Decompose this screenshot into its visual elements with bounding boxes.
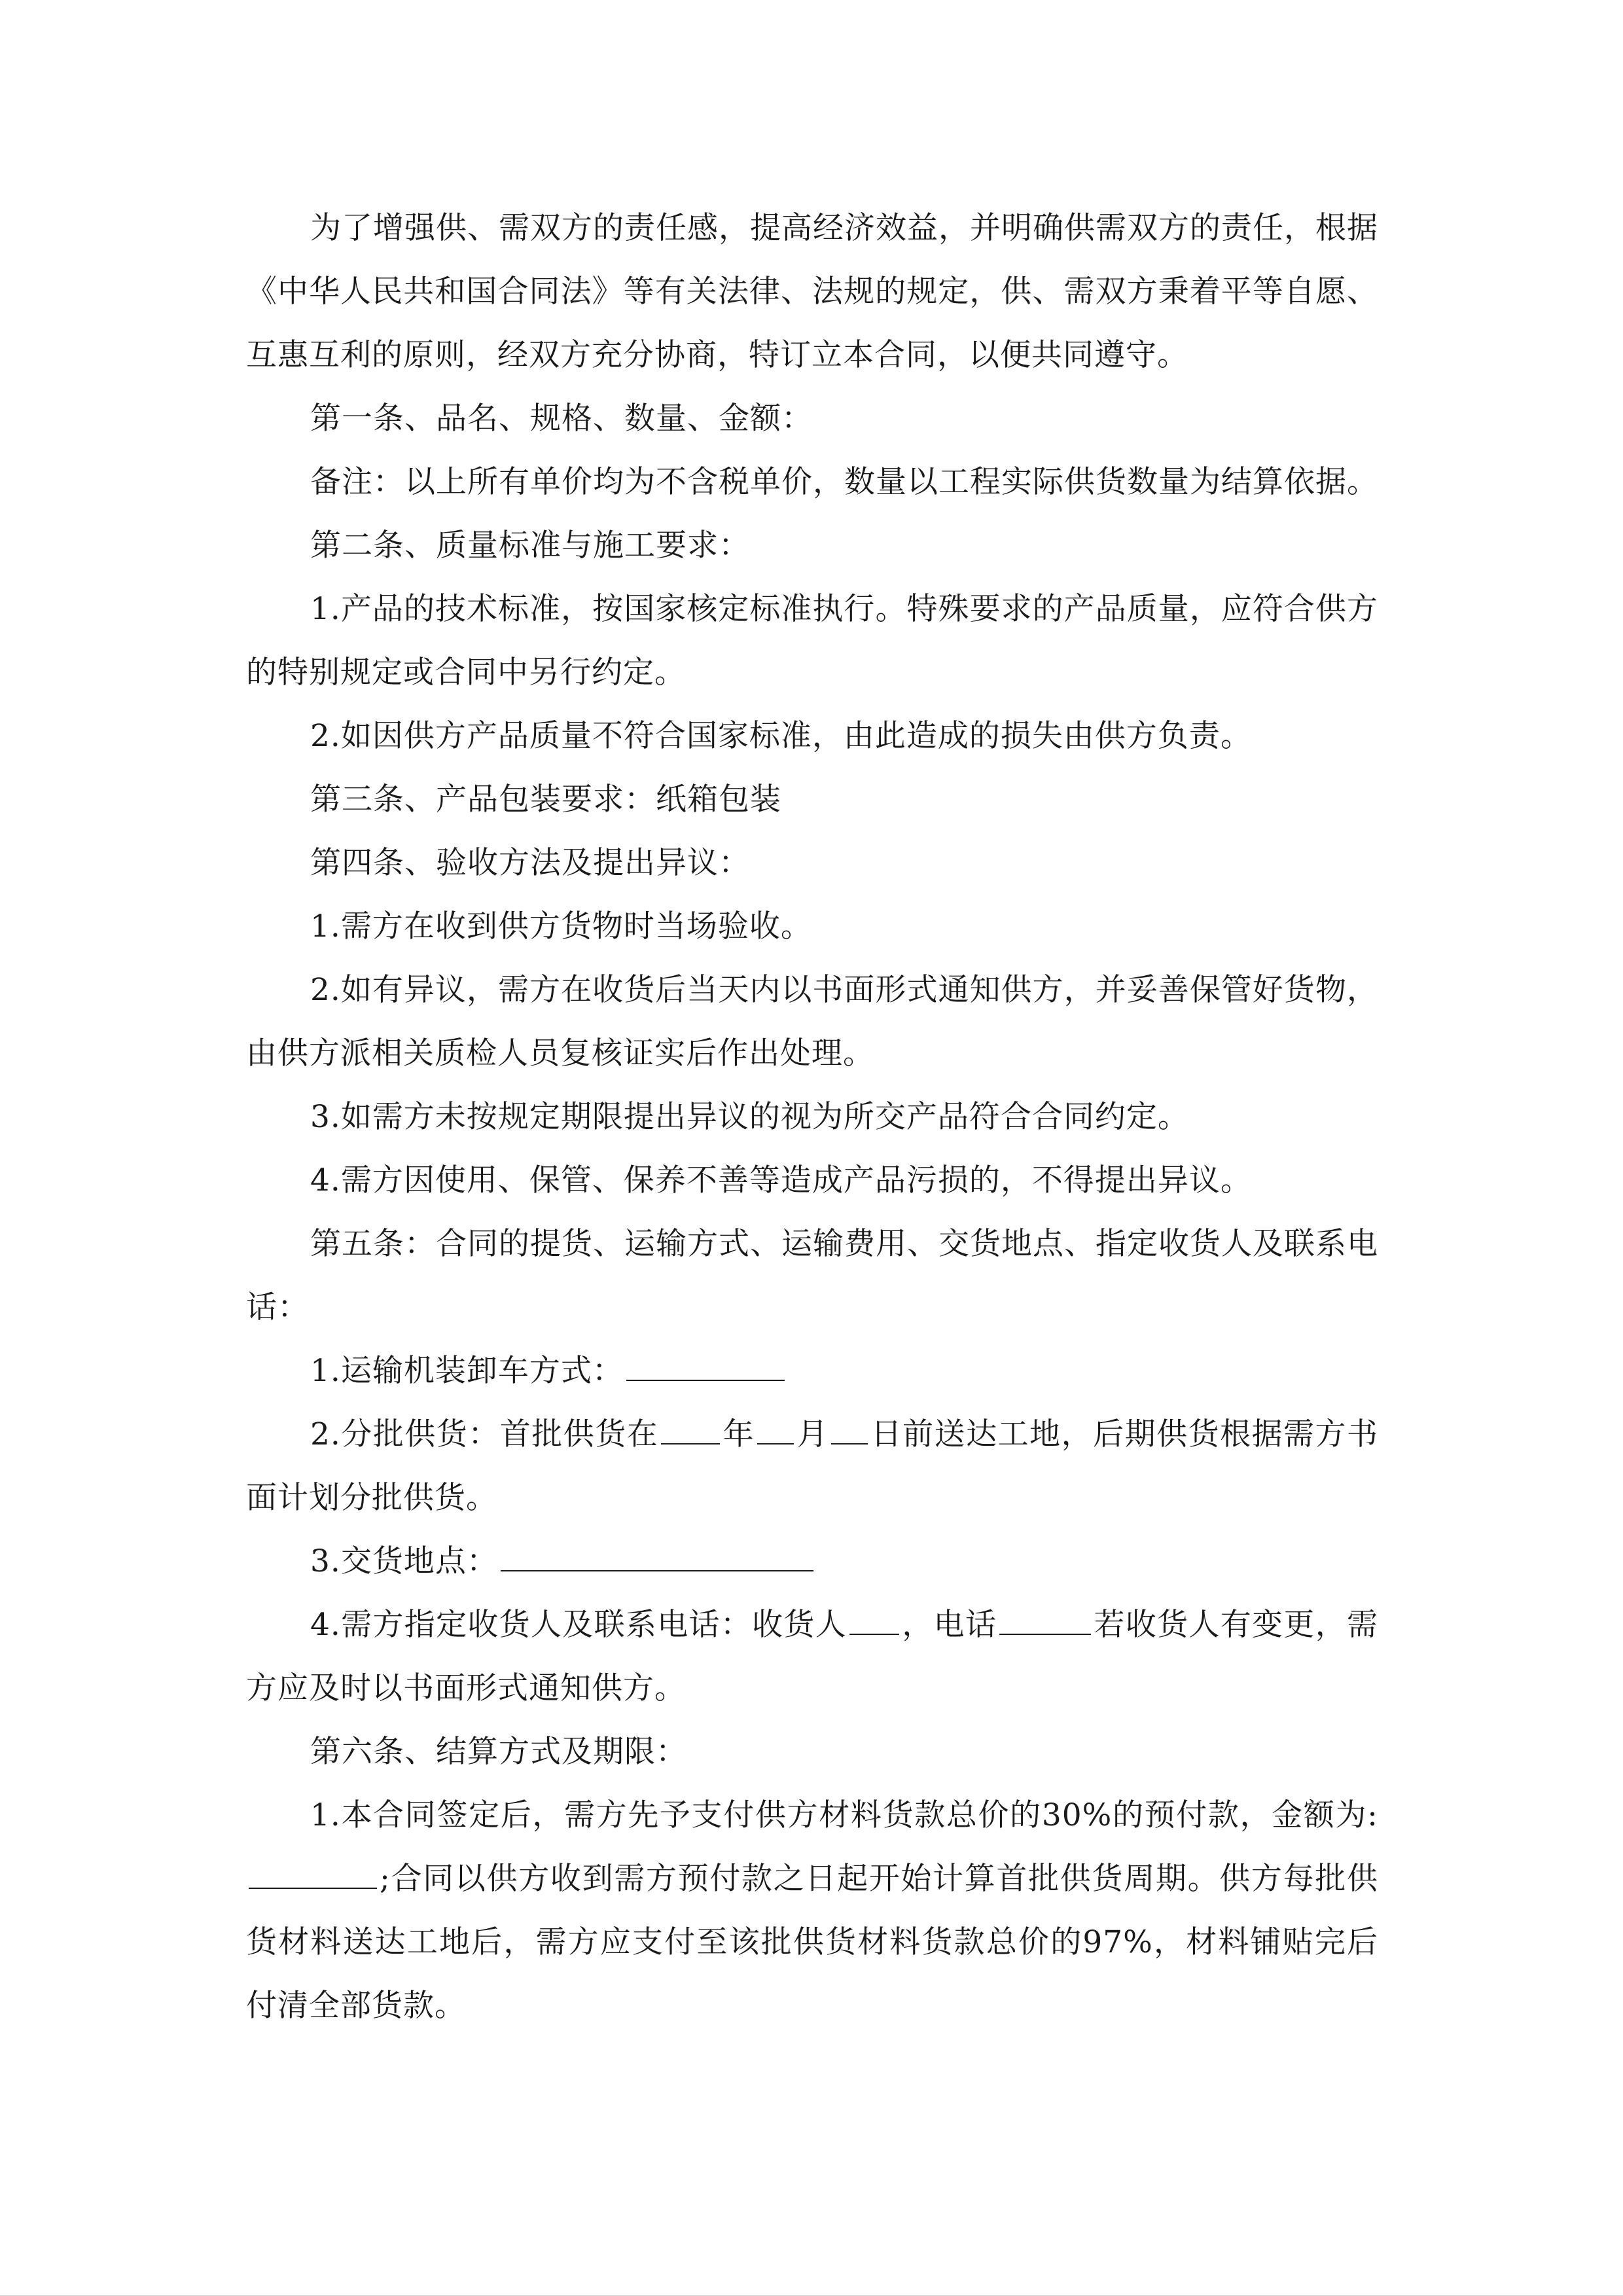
year-label: 年 <box>722 1416 755 1452</box>
article-2-item-1: 1.产品的技术标准，按国家核定标准执行。特殊要求的产品质量，应符合供方的特别规定或合同中另行约定。 <box>246 591 1378 691</box>
article-1-heading: 第一条、品名、规格、数量、金额： <box>310 401 813 437</box>
phone-label: ，电话 <box>902 1607 997 1643</box>
article-6-item-1 <box>246 1784 1378 2037</box>
article-3-heading: 第三条、产品包装要求：纸箱包装 <box>310 781 781 817</box>
contract-body <box>246 196 1378 2037</box>
delivery-place-blank[interactable] <box>501 1540 813 1571</box>
article-4-item-3: 3.如需方未按规定期限提出异议的视为所交产品符合合同约定。 <box>310 1099 1189 1135</box>
delivery-place-label: 3.交货地点： <box>310 1543 498 1579</box>
article-2-heading: 第二条、质量标准与施工要求： <box>310 528 750 564</box>
article-5-item-3 <box>246 1530 1378 1593</box>
day-blank[interactable] <box>831 1413 868 1444</box>
phone-blank[interactable] <box>999 1604 1091 1635</box>
year-blank[interactable] <box>661 1413 720 1444</box>
article-5-item-2 <box>246 1403 1378 1530</box>
article-4-item-4: 4.需方因使用、保管、保养不善等造成产品污损的，不得提出异议。 <box>310 1162 1252 1198</box>
month-blank[interactable] <box>757 1413 794 1444</box>
article-6-heading: 第六条、结算方式及期限： <box>310 1734 687 1770</box>
transport-method-blank[interactable] <box>626 1350 785 1381</box>
batch-supply-label: 2.分批供货：首批供货在 <box>310 1416 659 1452</box>
article-5-item-1 <box>246 1339 1378 1403</box>
article-2-item-2: 2.如因供方产品质量不符合国家标准，由此造成的损失由供方负责。 <box>310 718 1252 754</box>
article-5-item-4 <box>246 1593 1378 1720</box>
prepayment-text: 1.本合同签定后，需方先予支付供方材料货款总价的30%的预付款，金额为: <box>310 1797 1378 1833</box>
month-label: 月 <box>796 1416 829 1452</box>
article-5-heading: 第五条：合同的提货、运输方式、运输费用、交货地点、指定收货人及联系电话： <box>246 1226 1378 1325</box>
consignee-label: 4.需方指定收货人及联系电话：收货人 <box>310 1607 847 1643</box>
prepayment-amount-blank[interactable] <box>249 1857 377 1889</box>
transport-method-label: 1.运输机装卸车方式： <box>310 1353 624 1389</box>
consignee-blank[interactable] <box>849 1604 899 1635</box>
article-4-item-1: 1.需方在收到供方货物时当场验收。 <box>310 908 812 944</box>
article-4-heading: 第四条、验收方法及提出异议： <box>310 845 750 881</box>
article-4-item-2: 2.如有异议，需方在收货后当天内以书面形式通知供方，并妥善保管好货物，由供方派相关质检人员复核证实后作出处理。 <box>246 972 1378 1071</box>
intro-paragraph: 为了增强供、需双方的责任感，提高经济效益，并明确供需双方的责任，根据《中华人民共和国合同法》等有关法律、法规的规定，供、需双方秉着平等自愿、互惠互利的原则，经双方充分协商，特订立本合同，以便共同遵守。 <box>246 210 1378 373</box>
batch-supply-text: 日前送达工地，后期供货根据需方书面计划分批供货。 <box>246 1416 1379 1516</box>
consignee-change-text: 若收货人有变更，需方应及时以书面形式通知供方。 <box>246 1607 1379 1706</box>
settlement-text: ;合同以供方收到需方预付款之日起开始计算首批供货周期。供方每批供货材料送达工地后，需方应支付至该批供货材料货款总价的97%，材料铺贴完后付清全部货款。 <box>246 1861 1378 2024</box>
remark-paragraph: 备注：以上所有单价均为不含税单价，数量以工程实际供货数量为结算依据。 <box>310 464 1378 500</box>
